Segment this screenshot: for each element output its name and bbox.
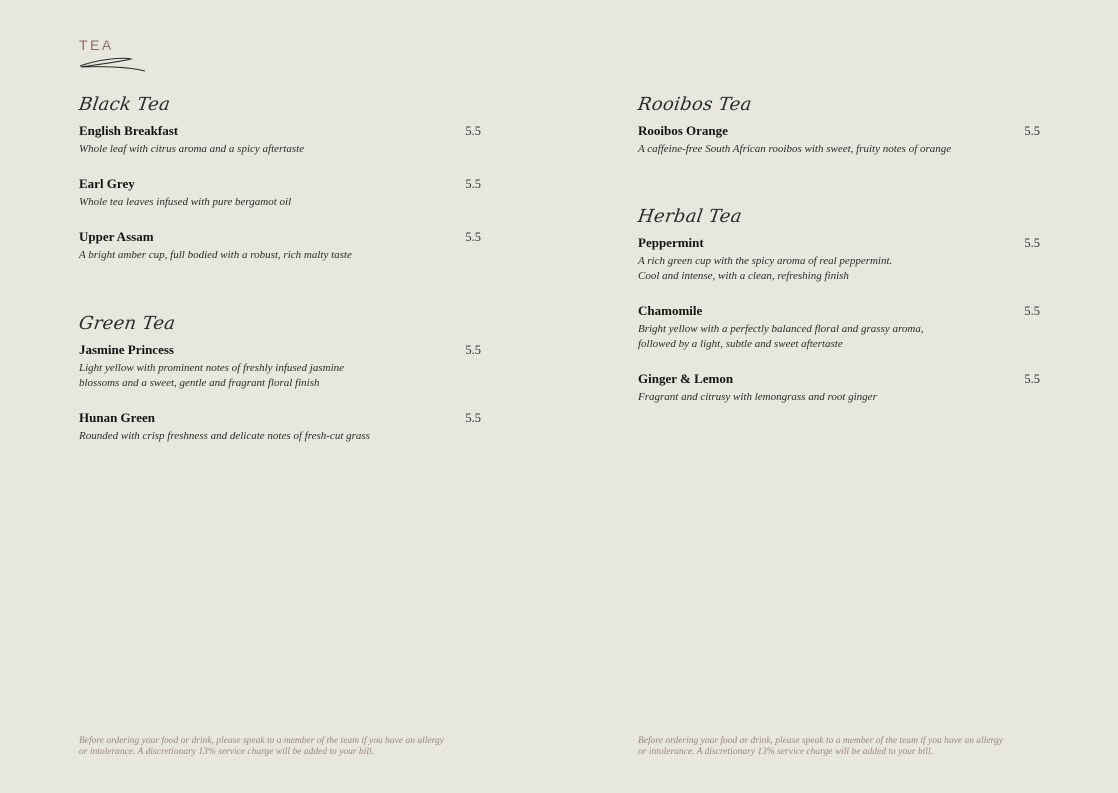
item-description: A rich green cup with the spicy aroma of real peppermint. Cool and intense, with a clean, refreshing finish — [638, 255, 893, 282]
menu-item — [638, 235, 1040, 284]
brand-label: TEA — [79, 37, 114, 53]
item-name: English Breakfast — [79, 123, 179, 138]
menu-item — [79, 342, 481, 391]
section-black-tea — [79, 95, 481, 282]
section-rooibos-tea — [638, 95, 1040, 176]
item-name: Hunan Green — [79, 410, 155, 425]
section-herbal-tea — [638, 207, 1040, 424]
item-name: Upper Assam — [79, 229, 154, 244]
item-name: Earl Grey — [79, 176, 135, 191]
item-price: 5.5 — [465, 343, 481, 357]
item-price: 5.5 — [465, 230, 481, 244]
item-name: Jasmine Princess — [79, 342, 174, 357]
section-title: Black Tea — [77, 94, 172, 115]
allergy-notice-right: Before ordering your food or drink, please speak to a member of the team if you have an allergy or intolerance. A discretionary 13% service charge will be added to your bill. — [638, 736, 1003, 757]
item-price: 5.5 — [1024, 372, 1040, 386]
item-price: 5.5 — [465, 411, 481, 425]
section-title: Green Tea — [77, 313, 177, 334]
item-description: A bright amber cup, full bodied with a robust, rich malty taste — [79, 249, 352, 261]
item-price: 5.5 — [465, 124, 481, 138]
item-description: Light yellow with prominent notes of freshly infused jasmine blossoms and a sweet, gentle and fragrant floral finish — [79, 362, 345, 389]
menu-item — [79, 123, 481, 157]
item-description: Whole leaf with citrus aroma and a spicy aftertaste — [79, 143, 305, 155]
item-name: Peppermint — [638, 235, 704, 250]
item-price: 5.5 — [1024, 124, 1040, 138]
item-description: Whole tea leaves infused with pure bergamot oil — [79, 196, 292, 208]
menu-item — [638, 123, 1040, 157]
menu-item — [79, 229, 481, 263]
allergy-notice-left: Before ordering your food or drink, please speak to a member of the team if you have an allergy or intolerance. A discretionary 13% service charge will be added to your bill. — [79, 736, 444, 757]
menu-item — [638, 371, 1040, 405]
item-description: Bright yellow with a perfectly balanced floral and grassy aroma, followed by a light, subtle and sweet aftertaste — [638, 323, 924, 350]
section-title: Herbal Tea — [636, 206, 744, 227]
section-green-tea — [79, 314, 481, 463]
item-name: Chamomile — [638, 303, 703, 318]
brand-logo — [79, 37, 149, 77]
item-description: A caffeine-free South African rooibos with sweet, fruity notes of orange — [638, 143, 952, 155]
item-name: Ginger & Lemon — [638, 371, 734, 386]
brand-swash-icon — [79, 53, 149, 75]
menu-item — [79, 410, 481, 444]
item-description: Rounded with crisp freshness and delicate notes of fresh-cut grass — [79, 430, 370, 442]
item-description: Fragrant and citrusy with lemongrass and root ginger — [638, 391, 877, 403]
item-price: 5.5 — [1024, 304, 1040, 318]
item-price: 5.5 — [1024, 236, 1040, 250]
section-title: Rooibos Tea — [636, 94, 754, 115]
item-price: 5.5 — [465, 177, 481, 191]
item-name: Rooibos Orange — [638, 123, 728, 138]
menu-item — [79, 176, 481, 210]
menu-item — [638, 303, 1040, 352]
